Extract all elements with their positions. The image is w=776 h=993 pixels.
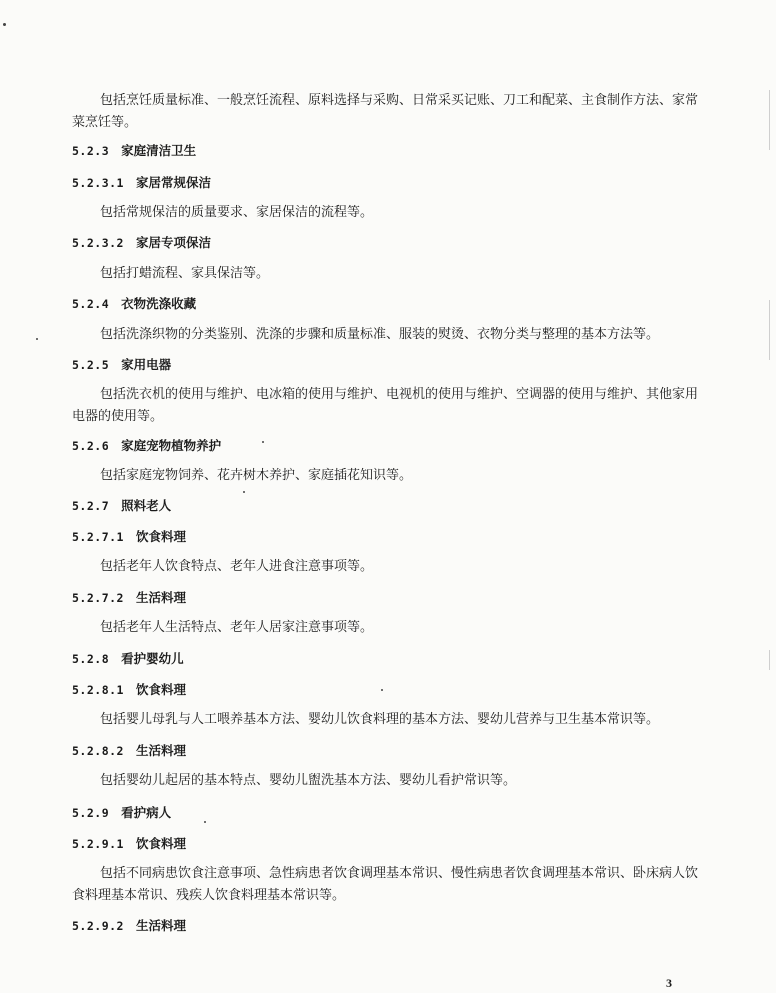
section-heading (72, 497, 171, 515)
scan-speck (262, 441, 264, 443)
section-paragraph: 包括洗涤织物的分类鉴别、洗涤的步骤和质量标准、服装的熨烫、衣物分类与整理的基本方法等。 (100, 327, 660, 342)
scan-speck (3, 23, 6, 26)
section-title: 衣物洗涤收藏 (121, 296, 197, 311)
intro-paragraph: 包括烹饪质量标准、一般烹饪流程、原料选择与采购、日常采买记账、刀工和配菜、主食制作方法、家常菜烹饪等。 (72, 93, 699, 130)
section-number: 5.2.7 (72, 499, 110, 513)
section-heading (72, 835, 186, 853)
section-heading (72, 142, 196, 160)
section-title: 饮食料理 (135, 836, 186, 851)
section-paragraph: 包括打蜡流程、家具保洁等。 (100, 266, 270, 281)
section-paragraph: 包括常规保洁的质量要求、家居保洁的流程等。 (100, 205, 374, 220)
section-heading (72, 650, 184, 668)
section-heading (72, 437, 221, 455)
section-title: 家居专项保洁 (135, 235, 211, 250)
section-title: 饮食料理 (135, 529, 186, 544)
section-heading (72, 356, 171, 374)
section-heading (72, 589, 186, 607)
scan-edge-line (769, 300, 770, 360)
section-title: 看护婴幼儿 (121, 651, 184, 666)
section-number: 5.2.3.1 (72, 176, 124, 190)
section-number: 5.2.5 (72, 358, 110, 372)
section-heading (72, 174, 211, 192)
section-heading (72, 742, 186, 760)
page-number: 3 (666, 976, 672, 990)
section-paragraph: 包括家庭宠物饲养、花卉树木养护、家庭插花知识等。 (100, 468, 413, 483)
section-heading (72, 804, 171, 822)
section-number: 5.2.6 (72, 439, 110, 453)
section-title: 家庭宠物植物养护 (121, 438, 222, 453)
section-number: 5.2.3 (72, 144, 110, 158)
scan-speck (243, 491, 245, 493)
scan-speck (36, 338, 38, 340)
scan-speck (204, 821, 206, 823)
section-number: 5.2.7.1 (72, 530, 124, 544)
section-number: 5.2.8 (72, 652, 110, 666)
section-number: 5.2.3.2 (72, 236, 124, 250)
section-paragraph: 包括婴幼儿起居的基本特点、婴幼儿盥洗基本方法、婴幼儿看护常识等。 (100, 773, 517, 788)
scan-edge-line (769, 650, 770, 670)
section-title: 生活料理 (135, 918, 186, 933)
section-paragraph: 包括老年人饮食特点、老年人进食注意事项等。 (100, 559, 374, 574)
scan-speck (381, 689, 383, 691)
section-paragraph: 包括老年人生活特点、老年人居家注意事项等。 (100, 620, 374, 635)
section-title: 家庭清洁卫生 (121, 143, 197, 158)
section-heading (72, 681, 186, 699)
section-heading (72, 528, 186, 546)
section-paragraph: 包括不同病患饮食注意事项、急性病患者饮食调理基本常识、慢性病患者饮食调理基本常识、卧床病人饮食料理基本常识、残疾人饮食料理基本常识等。 (72, 866, 699, 903)
section-title: 家居常规保洁 (135, 175, 211, 190)
section-title: 生活料理 (135, 590, 186, 605)
section-heading (72, 295, 196, 313)
section-title: 生活料理 (135, 743, 186, 758)
section-title: 看护病人 (121, 805, 172, 820)
section-number: 5.2.8.2 (72, 744, 124, 758)
scan-edge-line (769, 90, 770, 150)
section-number: 5.2.7.2 (72, 591, 124, 605)
section-paragraph: 包括婴儿母乳与人工喂养基本方法、婴幼儿饮食料理的基本方法、婴幼儿营养与卫生基本常识等。 (100, 712, 660, 727)
section-number: 5.2.4 (72, 297, 110, 311)
section-heading (72, 234, 211, 252)
section-heading (72, 917, 186, 935)
section-title: 照料老人 (121, 498, 172, 513)
section-title: 家用电器 (121, 357, 172, 372)
section-number: 5.2.8.1 (72, 683, 124, 697)
section-number: 5.2.9 (72, 806, 110, 820)
section-number: 5.2.9.1 (72, 837, 124, 851)
section-number: 5.2.9.2 (72, 919, 124, 933)
section-paragraph: 包括洗衣机的使用与维护、电冰箱的使用与维护、电视机的使用与维护、空调器的使用与维护、其他家用电器的使用等。 (72, 387, 699, 424)
section-title: 饮食料理 (135, 682, 186, 697)
